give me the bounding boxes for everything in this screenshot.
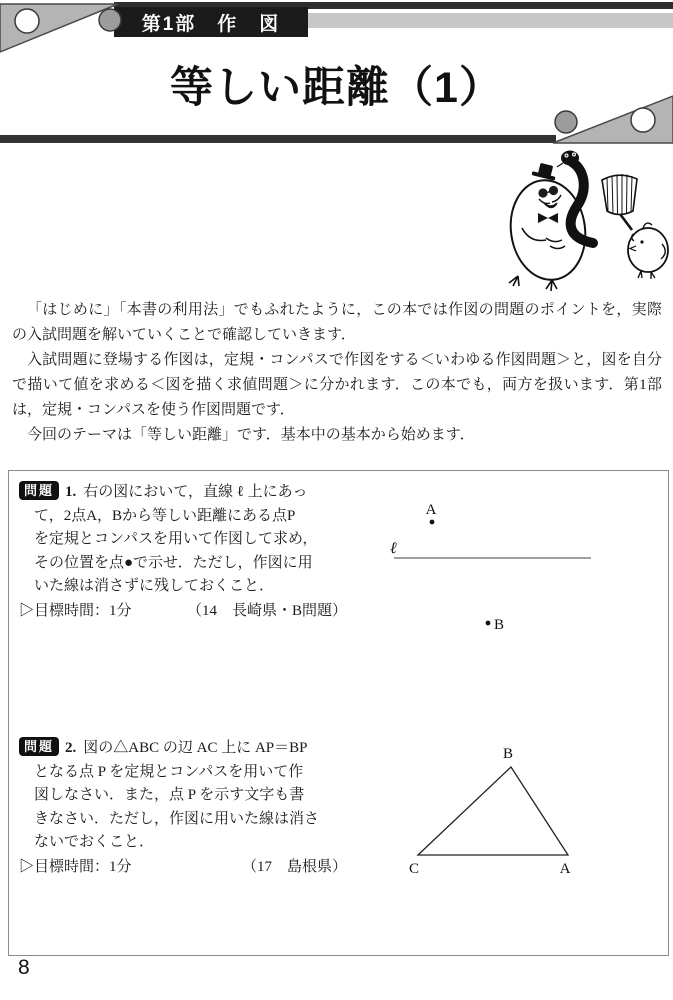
intro-paragraph: 入試問題に登場する作図は，定規・コンパスで作図をする＜いわゆる作図問題＞と，図を自分で描いて値を求める＜図を描く求値問題＞に分かれます．この本でも，両方を扱います．第1部は，定規・コンパスを使う作図問題です． xyxy=(12,352,662,418)
figure-problem-2 xyxy=(387,743,622,883)
intro-paragraph: 「はじめに」「本書の利用法」でもふれたように，この本では作図の問題のポイントを，実際の入試問題を解いていくことで確認していきます． xyxy=(12,302,662,343)
goal-row xyxy=(19,856,347,880)
part-label: 第1部 作 図 xyxy=(141,13,281,35)
intro-paragraph: 今回のテーマは「等しい距離」です．基本中の基本から始めます． xyxy=(27,427,475,443)
point-a-label: A xyxy=(425,502,437,518)
vertex-a-label: A xyxy=(559,861,571,877)
part-label-box xyxy=(114,7,308,37)
point-a-dot xyxy=(430,520,435,525)
point-b-dot xyxy=(486,621,491,626)
page-number: 8 xyxy=(18,956,30,979)
white-circle xyxy=(631,108,655,132)
fan xyxy=(602,174,637,230)
problem-source: （17 島根県） xyxy=(241,858,347,875)
problem-number: 1. xyxy=(65,484,77,500)
vertex-b-label: B xyxy=(502,746,514,762)
problem-line: いた線は消さずに残しておくこと． xyxy=(34,578,275,594)
problem-badge: 問題 xyxy=(19,737,59,756)
problem-1 xyxy=(19,481,364,623)
problem-number: 2. xyxy=(65,740,77,756)
problem-line: その位置を点●で示せ．ただし，作図に用 xyxy=(34,554,313,571)
problem-line: て，2点A，Bから等しい距離にある点P xyxy=(34,507,296,524)
problem-2 xyxy=(19,737,364,879)
problem-badge: 問題 xyxy=(19,481,59,500)
triangle-abc xyxy=(418,767,568,855)
corner-decoration-bottom-right xyxy=(545,92,673,146)
page-title: 等しい距離（1） xyxy=(170,64,503,112)
corner-decoration-top-left xyxy=(0,0,130,58)
header-bottom-bar xyxy=(0,135,556,143)
problem-line: となる点 P を定規とコンパスを用いて作 xyxy=(34,763,304,780)
problem-line xyxy=(19,737,364,761)
gray-circle xyxy=(99,9,121,31)
gray-circle xyxy=(555,111,577,133)
problem-text: 右の図において，直線 ℓ 上にあっ xyxy=(83,484,308,500)
sunglasses xyxy=(538,188,547,197)
chick xyxy=(628,223,668,279)
problems-box xyxy=(8,470,669,956)
problem-source: （14 長崎県・B問題） xyxy=(186,602,347,619)
problem-line: ないでおくこと． xyxy=(34,834,155,850)
problem-line: きなさい．ただし，作図に用いた線は消さ xyxy=(34,810,320,827)
problem-text: 図の△ABC の辺 AC 上に AP＝BP xyxy=(83,740,308,756)
hat xyxy=(531,161,558,180)
target-time: ▷目標時間：1分 xyxy=(19,602,132,619)
line-l-label: ℓ xyxy=(390,540,397,557)
point-b-label: B xyxy=(494,617,505,633)
header-gray-bar xyxy=(308,13,673,28)
figure-problem-1 xyxy=(387,493,622,643)
problem-line: を定規とコンパスを用いて作図して求め， xyxy=(34,531,318,547)
problem-line: 図しなさい．また，点 P を示す文字も書 xyxy=(34,787,305,803)
mascot-illustration xyxy=(486,146,670,296)
vertex-c-label: C xyxy=(408,861,420,877)
target-time: ▷目標時間：1分 xyxy=(19,858,132,875)
goal-row xyxy=(19,600,347,624)
white-circle xyxy=(15,9,39,33)
problem-line xyxy=(19,481,364,505)
intro-text xyxy=(12,298,662,448)
